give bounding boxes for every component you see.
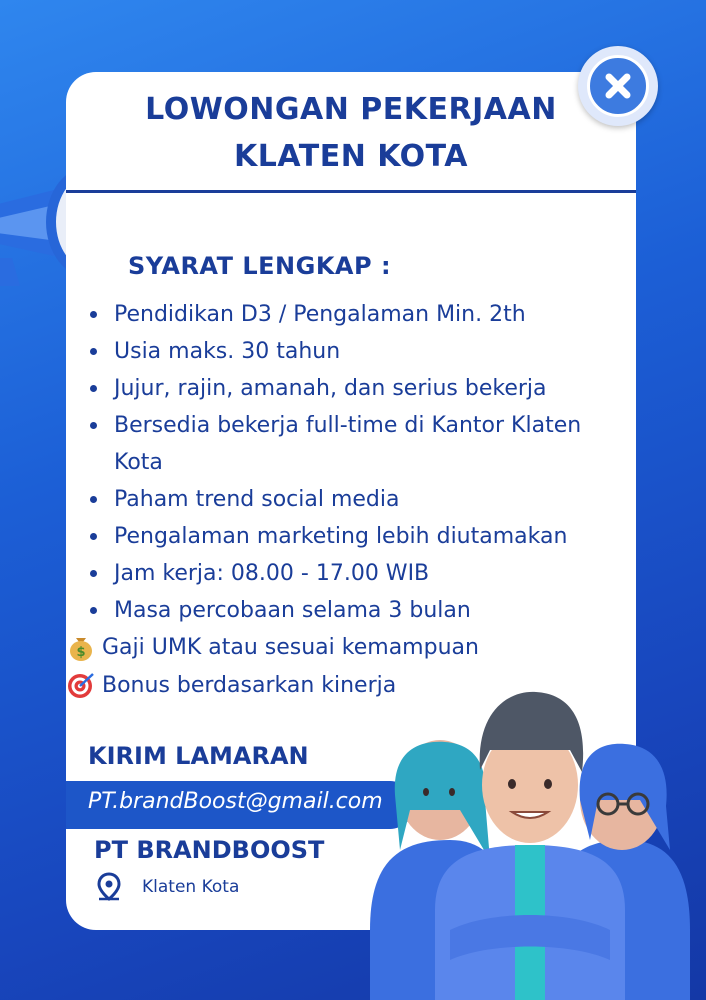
title-line-2: KLATEN KOTA <box>233 139 468 174</box>
perk-text: Gaji UMK atau sesuai kemampuan <box>102 634 479 660</box>
list-item: Paham trend social media <box>86 481 626 518</box>
list-item: Pendidikan D3 / Pengalaman Min. 2th <box>86 296 626 333</box>
poster-title <box>66 86 636 180</box>
list-item: Jujur, rajin, amanah, dan serius bekerja <box>86 370 626 407</box>
list-item: Masa percobaan selama 3 bulan <box>86 592 626 629</box>
requirements-heading: SYARAT LENGKAP : <box>128 252 392 280</box>
map-pin-icon <box>96 872 122 902</box>
apply-heading: KIRIM LAMARAN <box>88 742 309 770</box>
close-icon <box>595 63 641 109</box>
close-button[interactable] <box>578 46 658 126</box>
company-name: PT BRANDBOOST <box>94 836 325 864</box>
list-item: Usia maks. 30 tahun <box>86 333 626 370</box>
team-illustration <box>340 680 706 1000</box>
location-text: Klaten Kota <box>142 877 240 897</box>
title-divider <box>66 190 636 193</box>
perk-text: Bonus berdasarkan kinerja <box>102 672 397 698</box>
location <box>96 872 239 902</box>
title-line-1: LOWONGAN PEKERJAAN <box>145 92 557 127</box>
requirements-list <box>86 296 626 629</box>
perk-salary <box>66 632 479 662</box>
list-item: Bersedia bekerja full-time di Kantor Klaten Kota <box>86 407 626 481</box>
email-link[interactable]: PT.brandBoost@gmail.com <box>88 789 383 814</box>
svg-text:$: $ <box>76 645 86 660</box>
list-item: Jam kerja: 08.00 - 17.00 WIB <box>86 555 626 592</box>
money-bag-icon <box>66 632 96 662</box>
target-icon <box>66 670 96 700</box>
list-item: Pengalaman marketing lebih diutamakan <box>86 518 626 555</box>
